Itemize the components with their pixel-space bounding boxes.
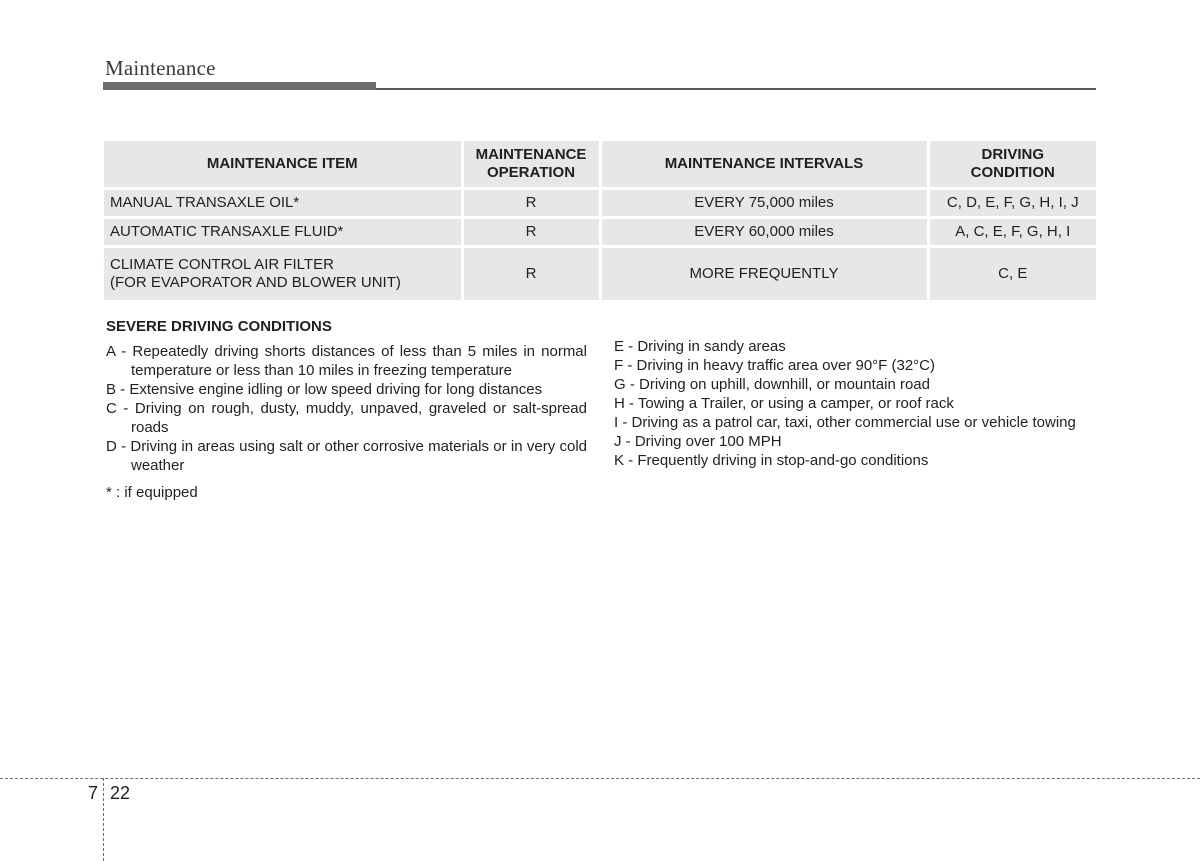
cell-condition: C, D, E, F, G, H, I, J <box>928 188 1096 217</box>
table-header-row <box>104 141 1096 188</box>
page-title: Maintenance <box>105 56 216 80</box>
cell-condition: A, C, E, F, G, H, I <box>928 217 1096 246</box>
table-row <box>104 246 1096 301</box>
severe-conditions-title: SEVERE DRIVING CONDITIONS <box>106 318 332 335</box>
condition-item: E - Driving in sandy areas <box>614 338 786 355</box>
cell-operation: R <box>462 188 600 217</box>
cell-item: AUTOMATIC TRANSAXLE FLUID* <box>104 217 462 246</box>
cell-item: MANUAL TRANSAXLE OIL* <box>104 188 462 217</box>
cell-condition: C, E <box>928 246 1096 301</box>
condition-item: I - Driving as a patrol car, taxi, other commercial use or vehicle towing <box>614 414 1076 431</box>
table-row <box>104 217 1096 246</box>
condition-item: D - Driving in areas using salt or other corrosive materials or in very cold weather <box>106 438 587 474</box>
maintenance-table <box>104 141 1096 303</box>
footer-divider <box>0 778 1200 779</box>
condition-item: H - Towing a Trailer, or using a camper, or roof rack <box>614 395 954 412</box>
column-header-intervals: MAINTENANCE INTERVALS <box>600 141 928 188</box>
cell-interval: EVERY 75,000 miles <box>600 188 928 217</box>
condition-item: C - Driving on rough, dusty, muddy, unpaved, graveled or salt-spread roads <box>106 400 587 436</box>
column-header-condition: DRIVING CONDITION <box>928 141 1096 188</box>
page-number: 22 <box>110 783 131 803</box>
column-header-operation: MAINTENANCE OPERATION <box>462 141 600 188</box>
condition-item: K - Frequently driving in stop-and-go conditions <box>614 452 929 469</box>
table-row <box>104 188 1096 217</box>
condition-item: B - Extensive engine idling or low speed driving for long distances <box>106 381 543 398</box>
condition-item: G - Driving on uphill, downhill, or mountain road <box>614 376 930 393</box>
footer-vertical-divider <box>103 778 104 861</box>
severe-conditions-list-right <box>614 337 1104 470</box>
header-rule-thin <box>376 88 1096 90</box>
cell-operation: R <box>462 246 600 301</box>
column-header-item: MAINTENANCE ITEM <box>104 141 462 188</box>
cell-operation: R <box>462 217 600 246</box>
cell-interval: MORE FREQUENTLY <box>600 246 928 301</box>
footnote: * : if equipped <box>106 484 198 501</box>
cell-interval: EVERY 60,000 miles <box>600 217 928 246</box>
severe-conditions-list-left <box>106 342 587 475</box>
condition-item: J - Driving over 100 MPH <box>614 433 782 450</box>
chapter-number: 7 <box>88 783 99 803</box>
header-rule-thick <box>103 82 376 90</box>
condition-item: A - Repeatedly driving shorts distances of less than 5 miles in normal temperature or less than 10 miles in freezing temperature <box>106 343 587 379</box>
condition-item: F - Driving in heavy traffic area over 90°F (32°C) <box>614 357 935 374</box>
cell-item: CLIMATE CONTROL AIR FILTER (FOR EVAPORATOR AND BLOWER UNIT) <box>104 246 462 301</box>
